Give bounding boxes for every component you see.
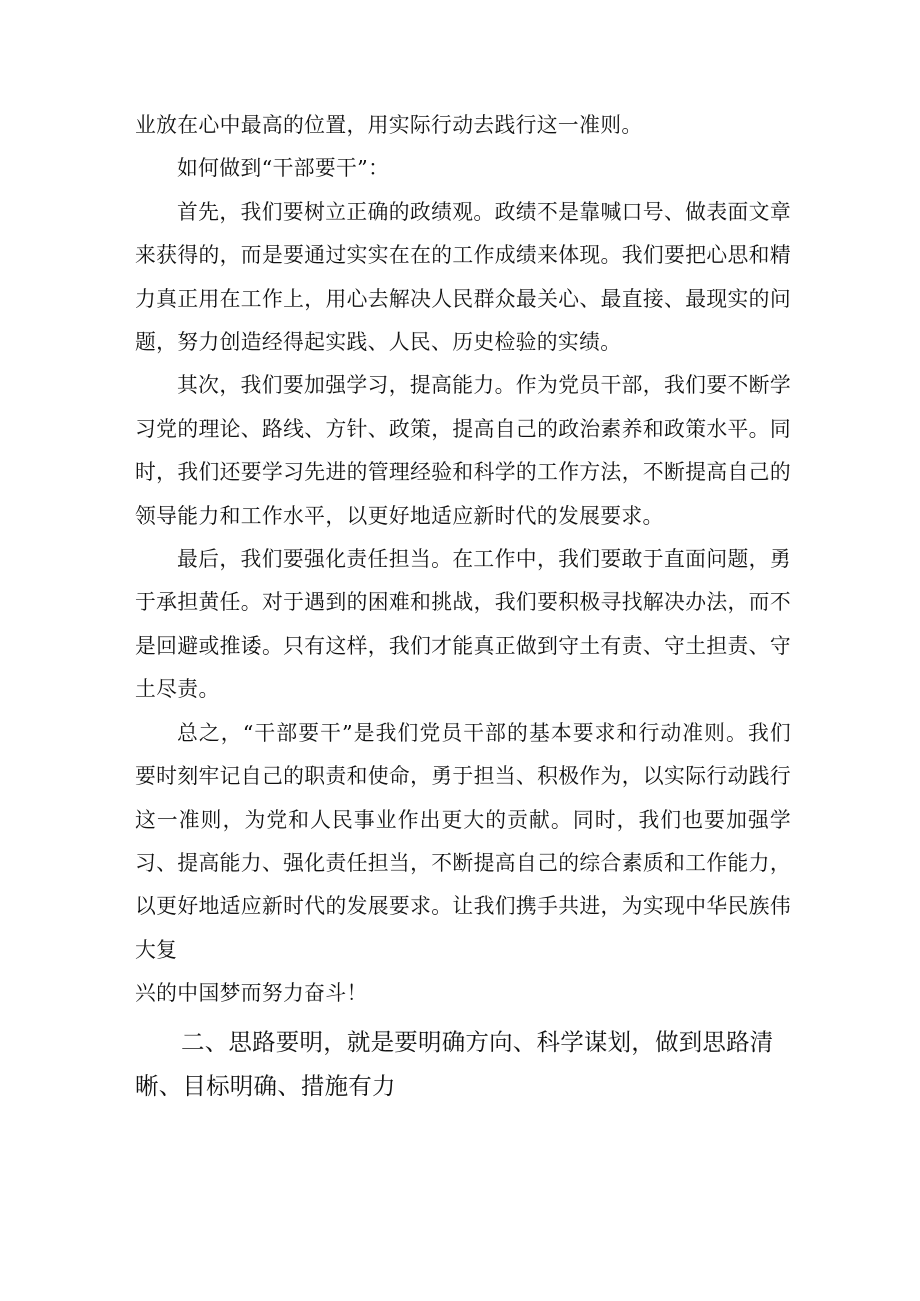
paragraph-last: 最后，我们要强化责任担当。在工作中，我们要敢于直面问题，勇于承担黄任。对于遇到的困难和挑战，我们要积极寻找解决办法，而不是回避或推诿。只有这样，我们才能真正做到守土有责、守土担责、守土尽责。 <box>135 547 791 702</box>
paragraph-summary: 总之，“干部要干”是我们党员干部的基本要求和行动准则。我们要时刻牢记自己的职责和使命，勇于担当、积极作为，以实际行动践行这一准则，为党和人民事业作出更大的贡献。同时，我们也要加强学习、提高能力、强化责任担当，不断提高自己的综合素质和工作能力，以更好地适应新时代的发展要求。让我们携手共进，为实现中华民族伟大复 兴的中国梦而努力奋斗！ <box>135 720 791 1006</box>
paragraph-first: 首先，我们要树立正确的政绩观。政绩不是靠喊口号、做表面文章来获得的，而是要通过实实在在的工作成绩来体现。我们要把心思和精力真正用在工作上，用心去解决人民群众最关心、最直接、最现实的问题，努力创造经得起实践、人民、历史检验的实绩。 <box>135 199 791 355</box>
document-page <box>135 104 791 1108</box>
section-heading: 二、思路要明，就是要明确方向、科学谋划，做到思路清晰、目标明确、措施有力 <box>135 1027 774 1100</box>
paragraph-continuation: 业放在心中最高的位置，用实际行动去践行这一准则。 <box>135 113 643 137</box>
paragraph-how-to: 如何做到“干部要干”： <box>177 156 390 181</box>
paragraph-second: 其次，我们要加强学习，提高能力。作为党员干部，我们要不断学习党的理论、路线、方针、政策，提高自己的政治素养和政策水平。同时，我们还要学习先进的管理经验和科学的工作方法，不断提高自己的领导能力和工作水平，以更好地适应新时代的发展要求。 <box>135 373 791 528</box>
